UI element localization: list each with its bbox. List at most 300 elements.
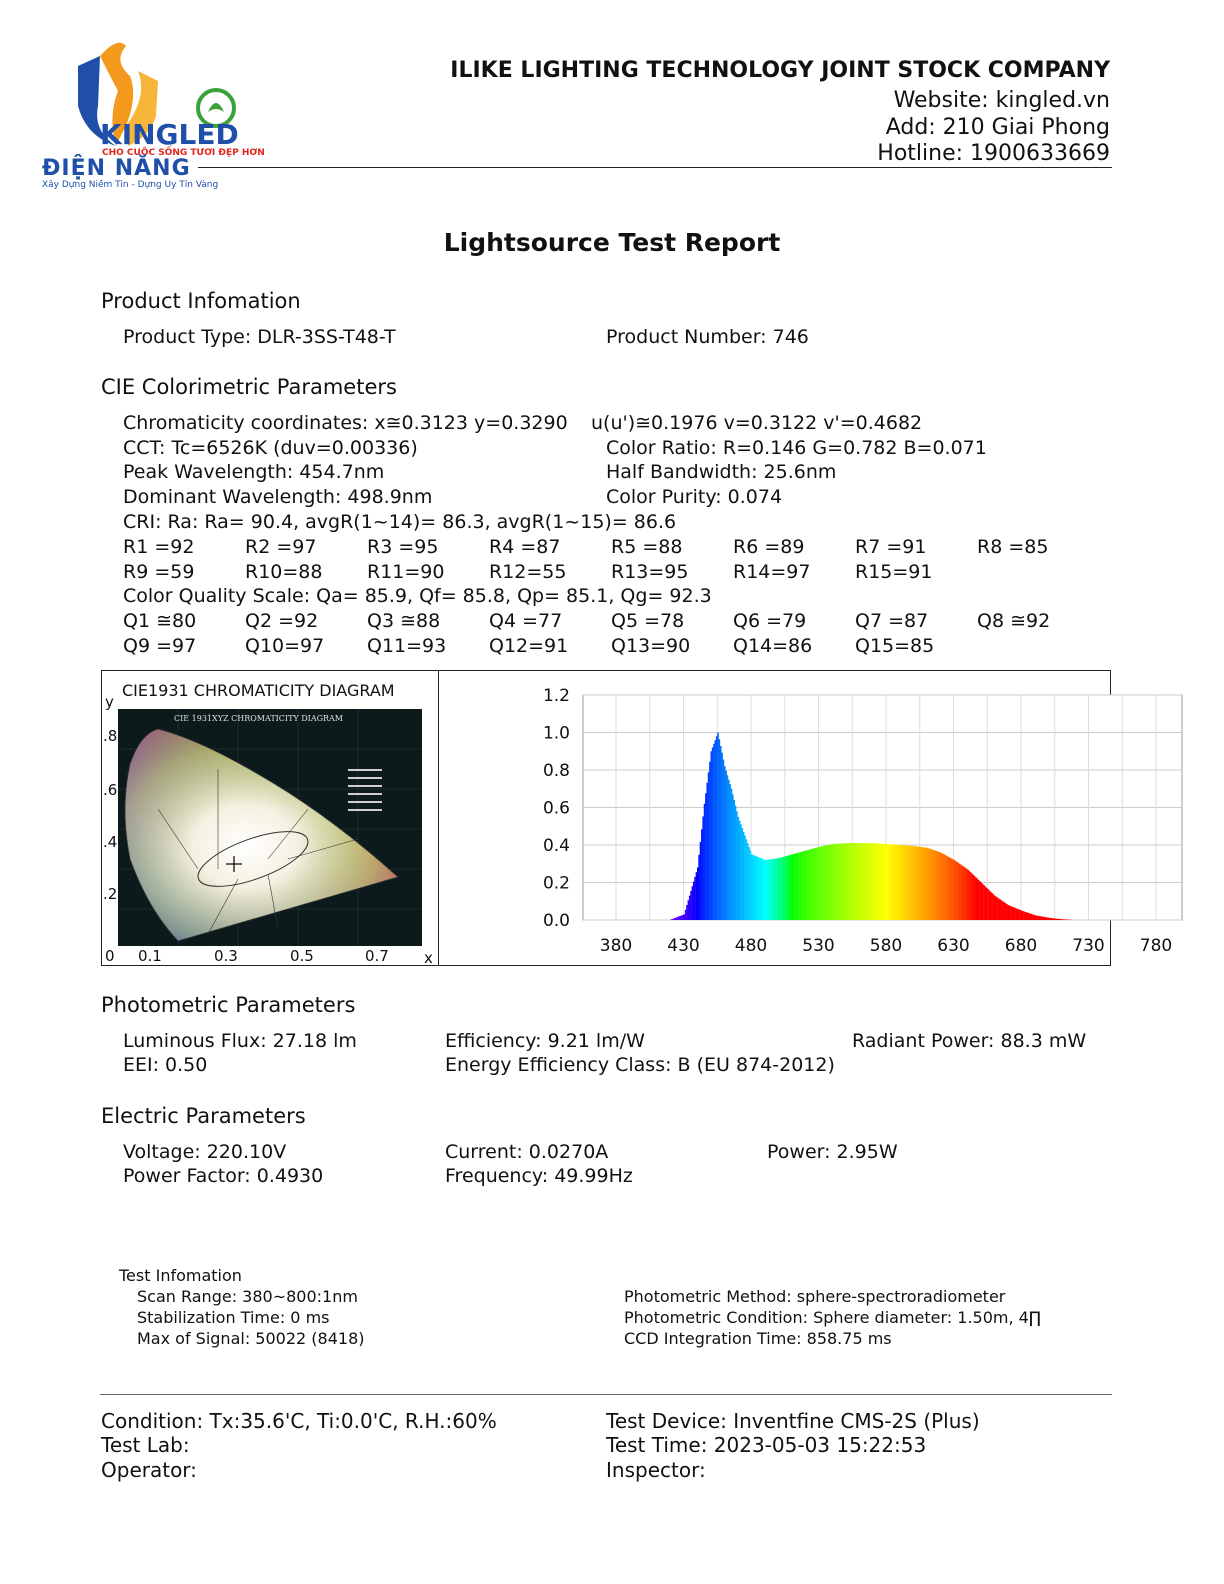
spectrum-bar	[817, 847, 819, 920]
spectrum-bar	[920, 847, 922, 920]
cqs-q-value: Q13=90	[611, 635, 691, 657]
spectrum-bar	[902, 845, 904, 920]
spectrum-bar	[966, 868, 968, 920]
cqs-q-value: Q6 =79	[733, 610, 807, 632]
spectrum-bar	[697, 868, 699, 921]
cie-y-tick: .8	[103, 727, 118, 745]
spectrum-bar	[1016, 908, 1018, 920]
scan-range: Scan Range: 380~800:1nm	[137, 1287, 358, 1306]
spectrum-bar	[914, 846, 916, 920]
spectrum-bar	[801, 852, 803, 920]
spectrum-bar	[889, 844, 891, 920]
cqs-q-value: Q8 ≅92	[977, 610, 1051, 632]
spectrum-bar	[832, 844, 834, 920]
spectrum-bar	[955, 861, 957, 920]
eei-value: EEI: 0.50	[123, 1054, 208, 1076]
spectrum-bar	[951, 859, 953, 921]
spectrum-bar	[901, 845, 903, 920]
spectrum-bar	[715, 740, 717, 920]
spectrum-bar	[905, 845, 907, 920]
photometric-method: Photometric Method: sphere-spectroradiometer	[624, 1287, 1006, 1306]
spectrum-bar	[868, 843, 870, 920]
spectrum-bar	[755, 856, 757, 920]
spectrum-bar	[835, 844, 837, 920]
cqs-q-value: Q3 ≅88	[367, 610, 441, 632]
electric-heading: Electric Parameters	[101, 1104, 306, 1128]
cqs-q-value: Q12=91	[489, 635, 569, 657]
spectrum-bar	[823, 846, 825, 920]
spectrum-bar	[719, 739, 721, 920]
spectrum-bar	[1040, 916, 1042, 920]
spectrum-bar	[729, 784, 731, 920]
spectrum-bar	[813, 848, 815, 920]
spectrum-bar	[812, 849, 814, 920]
logo-brand-text: KINGLED	[100, 118, 239, 151]
test-info-heading: Test Infomation	[119, 1266, 242, 1285]
cie-x-tick: 0	[105, 947, 115, 965]
spectrum-bar	[1066, 919, 1068, 920]
spectrum-bar	[735, 806, 737, 920]
spectrum-bar	[748, 847, 750, 920]
cqs-q-value: Q7 =87	[855, 610, 929, 632]
operator: Operator:	[101, 1458, 197, 1482]
product-heading: Product Infomation	[101, 289, 301, 313]
logo-slogan: CHO CUỘC SỐNG TƯƠI ĐẸP HƠN	[102, 148, 265, 158]
spectrum-bar	[1043, 917, 1045, 920]
cri-r-value: R11=90	[367, 561, 445, 583]
spectrum-bar	[684, 914, 686, 920]
spectrum-bar	[990, 892, 992, 920]
y-tick-label: 1.2	[542, 686, 570, 706]
spectrum-bar	[725, 771, 727, 920]
spectrum-bar	[708, 772, 710, 920]
cri-summary: CRI: Ra: Ra= 90.4, avgR(1~14)= 86.3, avgR(1~15)= 86.6	[123, 511, 677, 533]
spectrum-bar	[941, 853, 943, 920]
spectrum-bar	[879, 844, 881, 920]
x-tick-label: 780	[1139, 936, 1173, 956]
spectrum-bar	[802, 851, 804, 920]
test-lab: Test Lab:	[101, 1433, 190, 1457]
spectrum-bar	[932, 850, 934, 920]
spectrum-bar	[1022, 911, 1024, 920]
spectrum-bar	[1044, 917, 1046, 920]
spectrum-bar	[972, 875, 974, 920]
spectrum-bar	[1017, 909, 1019, 920]
test-device: Test Device: Inventfine CMS-2S (Plus)	[606, 1409, 980, 1433]
spectrum-bar	[982, 884, 984, 920]
spectrum-bar	[910, 846, 912, 920]
spectrum-bar	[796, 853, 798, 920]
spectrum-bar	[963, 867, 965, 920]
spectrum-bar	[940, 853, 942, 921]
spectrum-bar	[991, 893, 993, 920]
color-ratio: Color Ratio: R=0.146 G=0.782 B=0.071	[606, 437, 987, 459]
spectrum-bar	[917, 847, 919, 921]
spectrum-bar	[1060, 919, 1062, 920]
spectrum-bar	[833, 844, 835, 920]
cqs-q-value: Q15=85	[855, 635, 935, 657]
cie-y-tick: .4	[103, 833, 118, 851]
spectrum-bar	[771, 859, 773, 920]
spectrum-bar	[1001, 900, 1003, 920]
y-tick-label: 0.4	[542, 836, 570, 856]
spectrum-bar	[742, 828, 744, 920]
spectrum-bar	[746, 839, 748, 920]
spectrum-bar	[1047, 918, 1049, 920]
spectrum-bar	[701, 829, 703, 920]
x-tick-label: 480	[734, 936, 768, 956]
spectrum-bar	[894, 845, 896, 920]
spectrum-bar	[885, 844, 887, 920]
spectrum-bar	[971, 873, 973, 920]
spectrum-bar	[1013, 907, 1015, 920]
power-factor: Power Factor: 0.4930	[123, 1165, 324, 1187]
cri-r-value: R9 =59	[123, 561, 195, 583]
spectrum-bar	[1049, 918, 1051, 920]
spectrum-bar	[1012, 907, 1014, 920]
spectrum-bar	[873, 843, 875, 920]
company-name: ILIKE LIGHTING TECHNOLOGY JOINT STOCK COMPANY	[450, 58, 1110, 83]
spectrum-bar	[928, 848, 930, 920]
chromaticity-coordinates: Chromaticity coordinates: x≅0.3123 y=0.3290	[123, 412, 568, 434]
spectrum-bar	[797, 853, 799, 920]
spectrum-bar	[931, 849, 933, 920]
cri-r-value: R4 =87	[489, 536, 561, 558]
spectrum-bar	[912, 846, 914, 920]
spectrum-bar	[704, 804, 706, 920]
cri-r-value: R3 =95	[367, 536, 439, 558]
spectrum-bar	[997, 898, 999, 921]
x-tick-label: 430	[667, 936, 700, 956]
spectrum-bar	[711, 751, 713, 920]
spectrum-bar	[1064, 919, 1066, 920]
spectrum-bar	[789, 855, 791, 920]
cie-x-label: x	[424, 949, 433, 967]
spectrum-bar	[1059, 919, 1061, 920]
power: Power: 2.95W	[767, 1141, 898, 1163]
spectrum-bar	[804, 851, 806, 920]
spectrum-bar	[831, 844, 833, 920]
spectrum-bar	[720, 746, 722, 920]
spectrum-bar	[1018, 910, 1020, 921]
spectrum-bar	[738, 817, 740, 920]
spectrum-bar	[829, 845, 831, 920]
spectrum-bar	[765, 860, 767, 920]
cie-heading: CIE Colorimetric Parameters	[101, 375, 397, 399]
logo-sub-slogan: Xây Dựng Niềm Tin - Dựng Uy Tín Vàng	[42, 180, 219, 190]
spectrum-bar	[916, 846, 918, 920]
spectrum-bar	[1026, 913, 1028, 921]
spectrum-bar	[782, 857, 784, 920]
spectrum-bar	[887, 844, 889, 920]
spectrum-bar	[1062, 919, 1064, 920]
spectrum-bar	[954, 860, 956, 920]
color-purity: Color Purity: 0.074	[606, 486, 783, 508]
spectrum-bar	[773, 859, 775, 920]
spectrum-bar	[933, 850, 935, 920]
spectrum-bar	[706, 783, 708, 920]
spectrum-bar	[732, 794, 734, 920]
y-tick-label: 0.0	[542, 911, 570, 931]
spectrum-bar	[995, 897, 997, 920]
spectrum-bar	[890, 844, 892, 920]
spectrum-bar	[875, 843, 877, 920]
cie-y-tick: .2	[103, 885, 118, 903]
spectrum-bar	[1063, 919, 1065, 920]
header-divider	[198, 167, 1112, 168]
spectrum-bar	[806, 850, 808, 920]
current: Current: 0.0270A	[445, 1141, 609, 1163]
spectrum-bar	[918, 847, 920, 920]
spectrum-bar	[956, 862, 958, 920]
y-tick-label: 0.2	[542, 873, 570, 894]
spectrum-bar	[820, 847, 822, 920]
stabilization-time: Stabilization Time: 0 ms	[137, 1308, 330, 1327]
spectrum-bar	[897, 845, 899, 920]
spectrum-bar	[978, 880, 980, 920]
spectrum-bar	[712, 748, 714, 921]
spectrum-bar	[756, 857, 758, 920]
spectrum-bar	[850, 843, 852, 920]
spectrum-bar	[1053, 918, 1055, 920]
cqs-q-value: Q5 =78	[611, 610, 685, 632]
spectrum-bar	[743, 832, 745, 920]
photometric-heading: Photometric Parameters	[101, 993, 356, 1017]
spectrum-bar	[948, 857, 950, 920]
spectrum-bar	[874, 843, 876, 920]
spectrum-bar	[783, 857, 785, 920]
spectrum-bar	[750, 851, 752, 920]
spectrum-bar	[1006, 904, 1008, 920]
spectrum-bar	[740, 824, 742, 920]
cri-r-value: R6 =89	[733, 536, 805, 558]
spectrum-bar	[679, 916, 681, 920]
spectrum-bar	[1033, 915, 1035, 920]
spectrum-bar	[939, 852, 941, 920]
cie-diagram-image	[118, 709, 422, 946]
spectrum-bar	[858, 843, 860, 920]
spectrum-bar	[936, 851, 938, 920]
spectrum-bar	[825, 845, 827, 920]
spectrum-bar	[985, 886, 987, 920]
spectrum-bar	[878, 844, 880, 921]
cqs-q-value: Q10=97	[245, 635, 325, 657]
spectrum-bar	[827, 845, 829, 920]
cri-r-value: R2 =97	[245, 536, 317, 558]
spectrum-bar	[809, 850, 811, 921]
spectrum-bar	[1029, 913, 1031, 920]
spectrum-bar	[686, 905, 688, 920]
spectrum-bar	[913, 846, 915, 920]
spectrum-bar	[1010, 906, 1012, 920]
cri-r-value: R15=91	[855, 561, 933, 583]
spectrum-bar	[736, 811, 738, 920]
spectrum-bar	[841, 843, 843, 920]
spectrum-bar	[881, 844, 883, 920]
spectrum-bar	[779, 858, 781, 920]
spectrum-bar	[949, 858, 951, 920]
cct-value: CCT: Tc=6526K (duv=0.00336)	[123, 437, 418, 459]
spectrum-bar	[728, 780, 730, 920]
spectrum-bar	[960, 865, 962, 920]
cie-x-tick: 0.7	[365, 947, 389, 965]
spectrum-bar	[763, 859, 765, 920]
spectrum-bar	[805, 851, 807, 920]
spectrum-bar	[893, 845, 895, 920]
spectrum-bar	[692, 886, 694, 920]
spectrum-bar	[970, 872, 972, 920]
spectrum-bar	[702, 817, 704, 921]
dominant-wavelength: Dominant Wavelength: 498.9nm	[123, 486, 433, 508]
spectrum-bar	[967, 869, 969, 920]
spectrum-bar	[700, 842, 702, 920]
spectrum-bar	[974, 876, 976, 920]
spectrum-bar	[935, 851, 937, 920]
spectrum-bar	[975, 877, 977, 920]
cie-y-label: y	[105, 693, 114, 711]
company-hotline: Hotline: 1900633669	[877, 141, 1110, 166]
y-tick-label: 1.0	[542, 723, 570, 744]
spectrum-bar	[682, 915, 684, 920]
spectrum-bar	[846, 843, 848, 920]
spectrum-bar	[758, 857, 760, 920]
spectrum-bar	[717, 733, 719, 921]
spectrum-bar	[1024, 912, 1026, 920]
spectrum-bar	[898, 845, 900, 920]
cie-y-tick: .6	[103, 781, 118, 799]
spectrum-bar	[1051, 918, 1053, 920]
spectrum-bar	[854, 843, 856, 920]
spectrum-bar	[883, 844, 885, 920]
spectrum-bar	[713, 744, 715, 920]
spectrum-bar	[786, 856, 788, 920]
spectrum-bar	[808, 850, 810, 920]
spectrum-bar	[871, 843, 873, 920]
energy-class: Energy Efficiency Class: B (EU 874-2012)	[445, 1054, 835, 1076]
spectrum-bar	[847, 843, 849, 920]
spectrum-bar	[775, 859, 777, 921]
company-logo	[38, 36, 263, 196]
spectrum-bar	[908, 846, 910, 920]
spectrum-bar	[798, 853, 800, 921]
spectrum-bar	[677, 917, 679, 920]
peak-wavelength: Peak Wavelength: 454.7nm	[123, 461, 385, 483]
uv-coordinates: u(u')≅0.1976 v=0.3122 v'=0.4682	[591, 412, 923, 434]
spectrum-bar	[794, 854, 796, 920]
cri-r-value: R8 =85	[977, 536, 1049, 558]
spectrum-bar	[1021, 911, 1023, 920]
spectrum-bar	[1048, 918, 1050, 920]
spectrum-bar	[848, 843, 850, 920]
cqs-q-value: Q9 =97	[123, 635, 197, 657]
spectrum-bar	[675, 918, 677, 920]
spectrum-bar	[816, 848, 818, 920]
spectrum-bar	[721, 753, 723, 920]
cie-x-tick: 0.3	[214, 947, 238, 965]
spectrum-bar	[678, 916, 680, 920]
spectrum-bar	[727, 775, 729, 920]
x-tick-label: 580	[869, 936, 903, 956]
spectrum-bar	[929, 849, 931, 920]
spectrum-bar	[1041, 917, 1043, 920]
spectrum-bar	[987, 889, 989, 920]
spectrum-bar	[937, 852, 939, 920]
cri-r-value: R10=88	[245, 561, 323, 583]
cqs-q-value: Q1 ≅80	[123, 610, 197, 632]
frame-divider	[438, 671, 439, 965]
spectrum-bar	[1056, 919, 1058, 920]
spectrum-bar	[895, 845, 897, 920]
company-website: Website: kingled.vn	[893, 88, 1110, 113]
spectrum-bar	[1003, 902, 1005, 920]
spectrum-bar	[862, 843, 864, 920]
luminous-flux: Luminous Flux: 27.18 lm	[123, 1030, 357, 1052]
spectrum-bar	[694, 877, 696, 920]
spectrum-bar	[851, 843, 853, 920]
spectrum-bar	[751, 854, 753, 920]
spectrum-bar	[752, 855, 754, 920]
spectrum-bar	[739, 821, 741, 920]
spectrum-bar	[909, 846, 911, 920]
x-tick-label: 380	[599, 936, 633, 956]
charts-frame	[101, 670, 1173, 967]
cqs-summary: Color Quality Scale: Qa= 85.9, Qf= 85.8, Qp= 85.1, Qg= 92.3	[123, 585, 712, 607]
spectrum-bar	[952, 859, 954, 920]
spectrum-bar	[840, 844, 842, 921]
spectrum-bar	[1020, 910, 1022, 920]
spectrum-bar	[989, 890, 991, 920]
spectrum-bar	[1028, 913, 1030, 920]
spectrum-bar	[922, 847, 924, 920]
footer-divider	[100, 1394, 1112, 1395]
spectrum-bar	[693, 882, 695, 920]
spectrum-bar	[856, 843, 858, 920]
efficiency: Efficiency: 9.21 lm/W	[445, 1030, 645, 1052]
test-time: Test Time: 2023-05-03 15:22:53	[606, 1433, 927, 1457]
spectrum-bar	[837, 844, 839, 920]
spectrum-bar	[925, 848, 927, 920]
spectrum-bar	[1002, 901, 1004, 920]
spectrum-bar	[698, 855, 700, 920]
spectrum-bar	[1032, 914, 1034, 920]
spectrum-bar	[981, 883, 983, 921]
cri-r-value: R5 =88	[611, 536, 683, 558]
spectrum-bar	[1008, 905, 1010, 920]
cqs-q-value: Q2 =92	[245, 610, 319, 632]
x-tick-label: 730	[1072, 936, 1105, 956]
spectrum-bar	[824, 846, 826, 920]
spectrum-bar	[723, 760, 725, 921]
spectrum-bar	[819, 847, 821, 920]
spectrum-bar	[924, 847, 926, 920]
spectrum-bar	[747, 843, 749, 920]
spectrum-bar	[696, 872, 698, 920]
spectrum-bar	[1039, 916, 1041, 920]
spectrum-bar	[864, 843, 866, 920]
spectrum-bar	[673, 919, 675, 920]
frequency: Frequency: 49.99Hz	[445, 1165, 633, 1187]
spectrum-bar	[836, 844, 838, 920]
spectrum-bar	[986, 888, 988, 920]
spectrum-bar	[1045, 917, 1047, 920]
y-tick-label: 0.8	[542, 761, 570, 781]
spectrum-bar	[852, 843, 854, 920]
spectrum-bar	[810, 849, 812, 920]
voltage: Voltage: 220.10V	[123, 1141, 287, 1163]
spectrum-bar	[900, 845, 902, 920]
spectrum-bar	[1057, 919, 1059, 920]
spectrum-bar	[671, 919, 673, 920]
